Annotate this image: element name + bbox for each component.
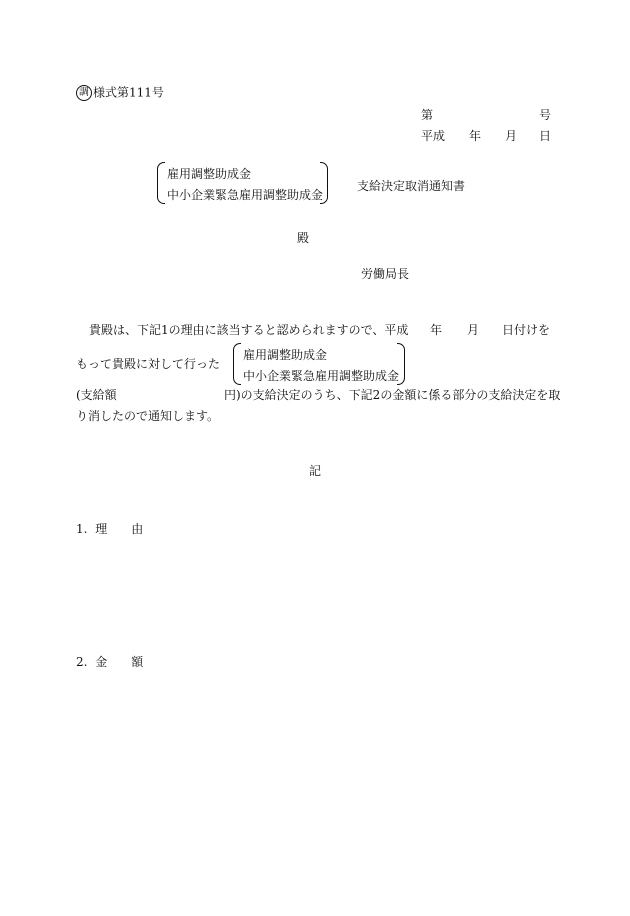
date-era: 平成 — [421, 129, 446, 143]
item-reason — [76, 523, 143, 535]
doc-number-prefix: 第 — [421, 108, 434, 122]
item-label: 理 由 — [95, 522, 144, 536]
document-title: 支給決定取消通知書 — [357, 179, 466, 193]
doc-number-suffix: 号 — [539, 108, 552, 122]
form-number-text: 様式第111号 — [93, 85, 164, 100]
body-line1-start: 貴殿は、下記1の理由に該当すると認められますので、平成 — [89, 323, 409, 337]
body-subsidy-2: 中小企業緊急雇用調整助成金 — [243, 369, 400, 383]
item-number: 1. — [76, 522, 88, 536]
body-line4: り消したので通知します。 — [76, 409, 220, 423]
body-subsidy-brace — [233, 343, 405, 385]
body-line1-year: 年 — [430, 323, 443, 337]
title-subsidy-2: 中小企業緊急雇用調整助成金 — [167, 188, 324, 202]
brace-left — [233, 343, 241, 385]
form-number — [76, 85, 164, 101]
note-heading: 記 — [309, 464, 322, 478]
body-line3-rest: 円)の支給決定のうち、下記2の金額に係る部分の支給決定を取 — [224, 388, 561, 402]
circled-character: 調 — [76, 85, 92, 101]
date-month: 月 — [505, 129, 518, 143]
body-line1-month: 月 — [467, 323, 480, 337]
addressee-honorific: 殿 — [297, 231, 310, 245]
sender-title: 労働局長 — [361, 267, 410, 281]
body-line1-end: 日付けを — [502, 323, 551, 337]
item-amount — [76, 656, 143, 668]
item-number: 2. — [76, 655, 88, 669]
body-line2-start: もって貴殿に対して行った — [76, 357, 221, 371]
date-year: 年 — [469, 129, 482, 143]
title-subsidy-1: 雇用調整助成金 — [167, 167, 252, 181]
body-line3-start: (支給額 — [76, 388, 117, 402]
date-day: 日 — [539, 129, 552, 143]
body-subsidy-1: 雇用調整助成金 — [243, 348, 328, 362]
item-label: 金 額 — [95, 655, 144, 669]
title-subsidy-brace — [157, 162, 328, 204]
brace-left — [157, 162, 165, 204]
